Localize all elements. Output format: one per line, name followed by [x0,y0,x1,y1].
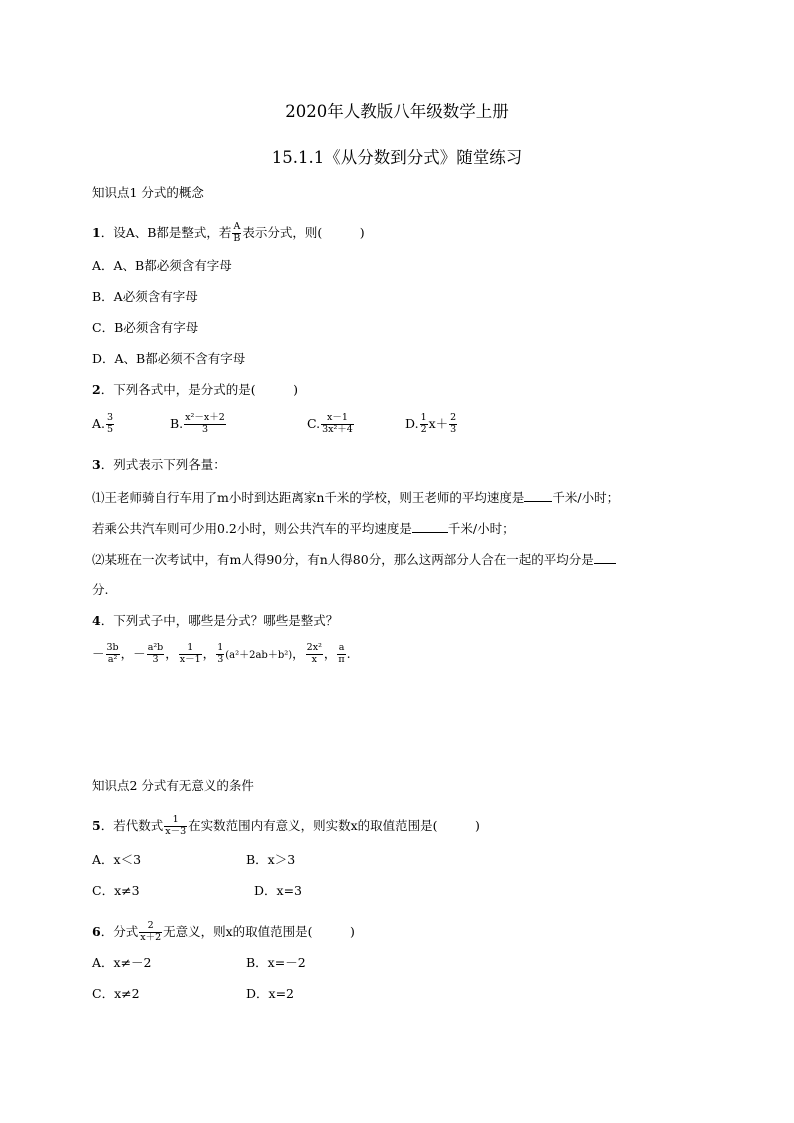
option-b: B. $\frac{\text{x²－x＋2}}{3}$ [170,412,225,435]
option-c: C．x≠2 [92,986,140,1001]
fraction: $\frac{1}{x-3}$ [165,814,187,837]
question-stem: ．下列各式中，是分式的是( ) [100,382,298,397]
expression-list: － $\frac{3b}{\text{a²}}$ ，－ $\frac{\text{a²b}}{3}$ ， $\frac{1}{x-1}$ ， $\frac{1}{3}$ (a²＋2ab＋b²)， $\frac{\text{2x²}}{x}$ ， $\frac{a}{\pi}$ . [92,642,351,665]
question-stem: ．列式表示下列各量： [100,457,226,472]
question-3 [92,459,226,472]
answer-blank [594,552,616,564]
document-title: 2020年人教版八年级数学上册 [285,102,509,121]
option-c: C．x≠3 [92,883,140,898]
question-number: 4 [92,613,101,628]
document-subtitle: 15.1.1《从分数到分式》随堂练习 [271,148,523,167]
question-number: 5 [92,817,101,833]
question-number: 6 [92,923,101,939]
question-4 [92,615,338,628]
option-b: B．x=－2 [246,955,306,970]
fraction: $\frac{2}{x+2}$ [140,920,162,943]
question-number: 3 [92,457,101,472]
question-3-part-1-cont: 若乘公共汽车则可少用0.2小时，则公共汽车的平均速度是 千米/小时； [92,521,515,536]
option-d: D. $\frac{1}{2}$ x＋ $\frac{2}{3}$ [405,412,457,435]
answer-blank [524,490,552,502]
answer-blank [412,521,448,533]
question-stem: ．设A、B都是整式，若 [100,224,232,240]
question-stem: ．分式 [100,923,139,939]
option-b: B．x＞3 [246,852,296,867]
question-3-part-1: ⑴王老师骑自行车用了m小时到达距离家n千米的学校，则王老师的平均速度是 千米/小时； [92,490,620,505]
option-c: C. $\frac{x-1}{\text{3x²＋4}}$ [307,412,353,435]
fraction-a-over-b: $\frac{A}{B}$ [233,221,241,244]
question-6 [92,921,355,944]
option-c: C．B必须含有字母 [92,320,199,335]
question-number: 2 [92,382,101,397]
question-1 [92,222,365,245]
question-stem-end: 在实数范围内有意义，则实数x的取值范围是( ) [188,817,480,833]
question-stem: ．下列式子中，哪些是分式？哪些是整式？ [100,613,339,628]
question-3-part-2: ⑵某班在一次考试中，有m人得90分，有n人得80分，那么这两部分人合在一起的平均分是 [92,552,616,567]
question-5 [92,815,480,838]
option-a: A．x＜3 [92,852,142,867]
question-2 [92,384,298,397]
section-heading-2: 知识点2 分式有无意义的条件 [92,778,254,793]
option-a: A．x≠－2 [92,955,152,970]
option-d: D．A、B都必须不含有字母 [92,351,246,366]
section-heading-1: 知识点1 分式的概念 [92,185,204,200]
option-d: D．x=3 [254,883,302,898]
question-stem-end: 表示分式，则( ) [242,224,365,240]
option-a: A. $\frac{3}{5}$ [92,412,114,435]
question-stem: ．若代数式 [100,817,164,833]
option-a: A．A、B都必须含有字母 [92,258,232,273]
question-number: 1 [92,224,101,240]
option-b: B．A必须含有字母 [92,289,198,304]
option-d: D．x=2 [246,986,294,1001]
question-stem-end: 无意义，则x的取值范围是( ) [163,923,355,939]
question-3-part-2-end: 分. [92,582,109,597]
